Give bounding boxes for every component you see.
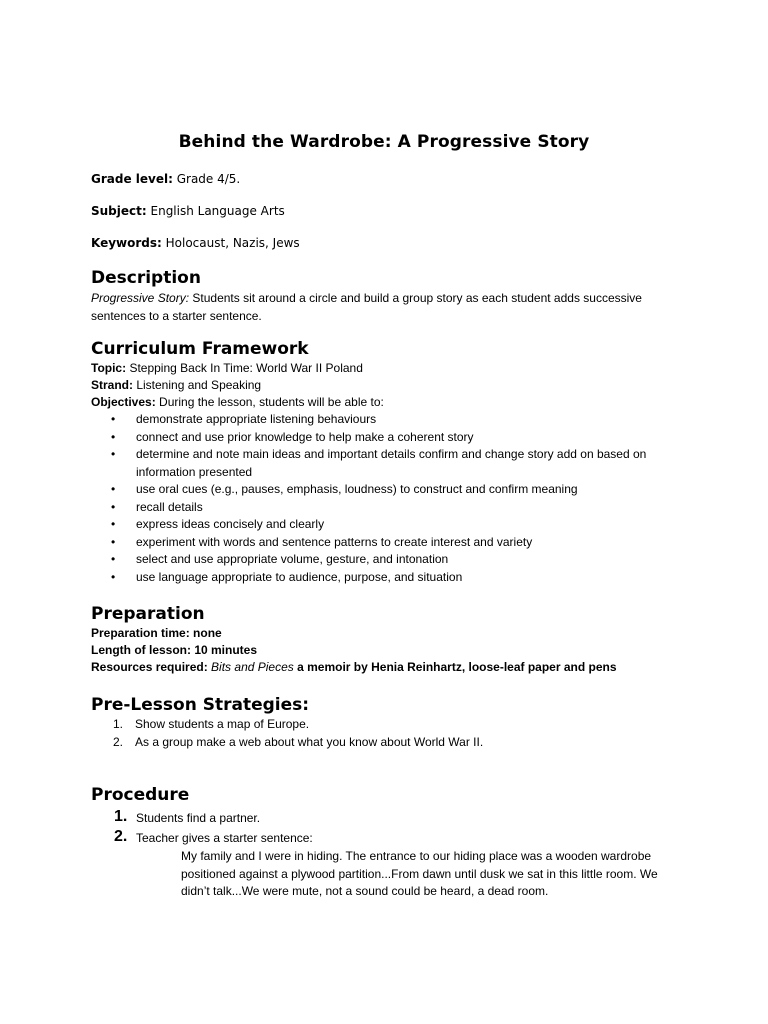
prelesson-item xyxy=(91,733,691,751)
preparation-time-label: Preparation time: xyxy=(91,626,190,640)
description-body: Students sit around a circle and build a group story as each student adds successive sentences to a starter sentence. xyxy=(91,291,642,323)
starter-sentence: My family and I were in hiding. The entrance to our hiding place was a wooden wardrobe positioned against a plywood partition...From dawn until dusk we sat in this little room. We didn’t talk...We were mute, not a sound could be heard, a dead room. xyxy=(181,849,658,898)
lesson-length-value: 10 minutes xyxy=(191,643,258,657)
description-heading: Description xyxy=(91,268,201,288)
grade-level-value: Grade 4/5. xyxy=(172,172,241,186)
prelesson-list xyxy=(91,715,691,751)
progressive-story-label: Progressive Story: xyxy=(91,291,190,305)
resources-value: a memoir by Henia Reinhartz, loose-leaf paper and pens xyxy=(293,660,617,674)
procedure-item xyxy=(91,808,711,828)
topic-line xyxy=(91,360,691,378)
lesson-length-line xyxy=(91,642,691,660)
prelesson-heading: Pre-Lesson Strategies: xyxy=(91,695,310,715)
description-text xyxy=(91,290,691,325)
strand-label: Strand: xyxy=(91,378,133,392)
prelesson-item xyxy=(91,715,691,733)
topic-label: Topic: xyxy=(91,361,127,375)
procedure-list xyxy=(91,808,711,848)
objective-item: • recall details xyxy=(91,499,691,517)
procedure-item-number: 1. xyxy=(114,808,128,825)
objectives-list xyxy=(91,411,691,586)
objective-item: • select and use appropriate volume, gesture, and intonation xyxy=(91,551,691,569)
prelesson-item-number: 1. xyxy=(113,717,124,731)
lesson-length-label: Length of lesson: xyxy=(91,643,191,657)
prelesson-item-text: Show students a map of Europe. xyxy=(135,717,310,731)
objectives-line xyxy=(91,394,691,412)
procedure-item-number: 2. xyxy=(114,828,128,845)
objective-item: • connect and use prior knowledge to help make a coherent story xyxy=(91,429,691,447)
objective-item: • demonstrate appropriate listening behaviours xyxy=(91,411,691,429)
objective-item: • use oral cues (e.g., pauses, emphasis, loudness) to construct and confirm meaning xyxy=(91,481,691,499)
preparation-time-line xyxy=(91,625,691,643)
resources-line xyxy=(91,659,691,677)
strand-line xyxy=(91,377,691,395)
keywords-line xyxy=(91,236,300,250)
procedure-item-text: Teacher gives a starter sentence: xyxy=(136,831,313,845)
procedure-item xyxy=(91,828,711,848)
objectives-label: Objectives: xyxy=(91,395,156,409)
grade-level-line xyxy=(91,172,240,186)
document-title: Behind the Wardrobe: A Progressive Story xyxy=(178,132,590,152)
objective-item: • express ideas concisely and clearly xyxy=(91,516,691,534)
prelesson-item-text: As a group make a web about what you know about World War II. xyxy=(135,735,484,749)
objective-item: • determine and note main ideas and important details confirm and change story add on based on information presented xyxy=(91,446,691,481)
resources-label: Resources required: xyxy=(91,660,208,674)
preparation-time-value: none xyxy=(189,626,222,640)
keywords-value: Holocaust, Nazis, Jews xyxy=(161,236,300,250)
subject-value: English Language Arts xyxy=(146,204,285,218)
prelesson-item-number: 2. xyxy=(113,735,124,749)
grade-level-label: Grade level: xyxy=(91,172,173,186)
keywords-label: Keywords: xyxy=(91,236,162,250)
objectives-value: During the lesson, students will be able to: xyxy=(155,395,384,409)
subject-line xyxy=(91,204,285,218)
subject-label: Subject: xyxy=(91,204,147,218)
preparation-heading: Preparation xyxy=(91,604,205,624)
topic-value: Stepping Back In Time: World War II Poland xyxy=(126,361,363,375)
resources-book-title: Bits and Pieces xyxy=(207,660,294,674)
curriculum-heading: Curriculum Framework xyxy=(91,339,309,359)
procedure-item-text: Students find a partner. xyxy=(136,811,261,825)
strand-value: Listening and Speaking xyxy=(133,378,262,392)
objective-item: • experiment with words and sentence patterns to create interest and variety xyxy=(91,534,691,552)
objective-item: • use language appropriate to audience, purpose, and situation xyxy=(91,569,691,587)
procedure-heading: Procedure xyxy=(91,785,190,805)
